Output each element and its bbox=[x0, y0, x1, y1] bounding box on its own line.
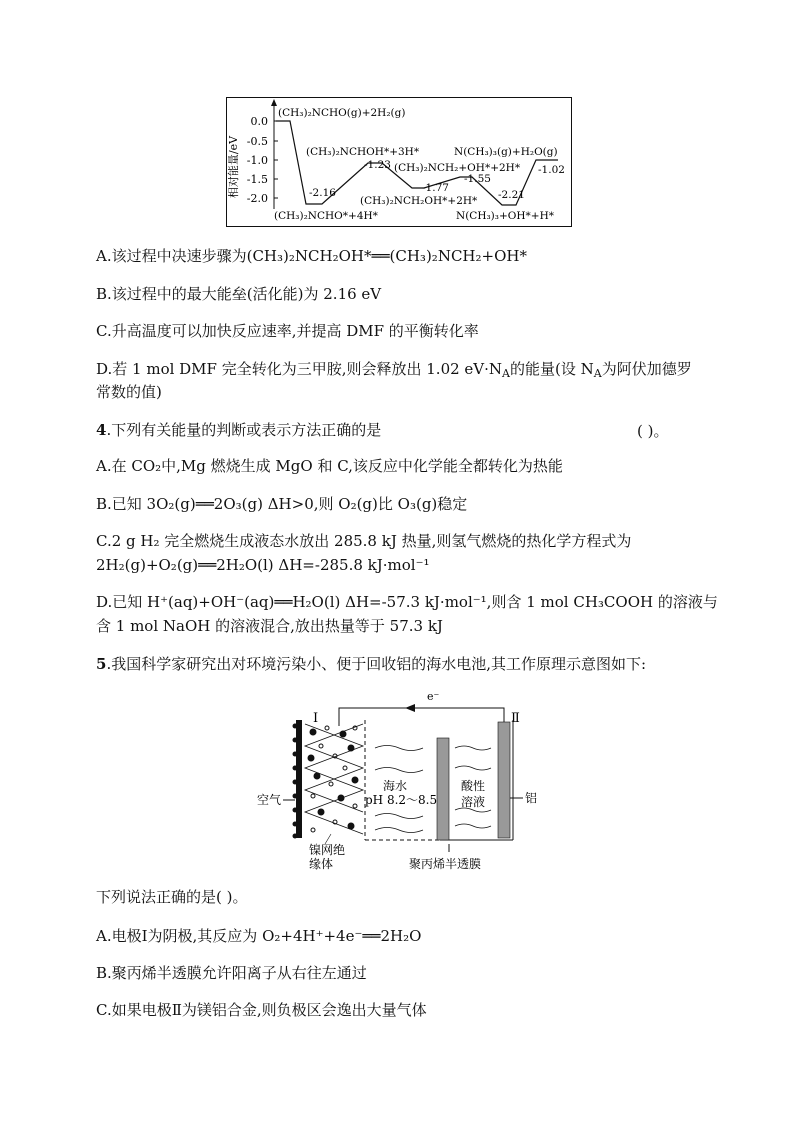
q3-option-d-line2: 常数的值) bbox=[96, 383, 162, 401]
q4-option-b: B.已知 3O₂(g)══2O₃(g) ΔH>0,则 O₂(g)比 O₃(g)稳定 bbox=[96, 495, 468, 513]
q3-d-part2: 的能量(设 N bbox=[509, 360, 594, 378]
ytick-2: -1.0 bbox=[246, 154, 268, 167]
q4-option-a: A.在 CO₂中,Mg 燃烧生成 MgO 和 C,该反应中化学能全都转化为热能 bbox=[96, 457, 563, 475]
state-label-4: (CH₃)₂NCH₂+OH*+2H* bbox=[394, 162, 521, 174]
q5-option-c: C.如果电极Ⅱ为镁铝合金,则负极区会逸出大量气体 bbox=[96, 1001, 427, 1019]
polypropylene-membrane bbox=[437, 738, 449, 840]
q5-stem bbox=[96, 654, 646, 674]
state-label-6: N(CH₃)₃(g)+H₂O(g) bbox=[454, 146, 558, 158]
q4-number: 4 bbox=[96, 421, 107, 439]
state-label-3: (CH₃)₂NCH₂OH*+2H* bbox=[360, 195, 478, 207]
q5-option-a: A.电极Ⅰ为阴极,其反应为 O₂+4H⁺+4e⁻══2H₂O bbox=[96, 927, 422, 945]
state-label-5: N(CH₃)₃+OH*+H* bbox=[456, 210, 555, 222]
value-label-6: -1.02 bbox=[538, 164, 565, 176]
electron-arrow bbox=[405, 704, 415, 712]
q4-stem bbox=[96, 420, 381, 440]
electron-label: e⁻ bbox=[427, 690, 440, 703]
y-axis-label: 相对能量/eV bbox=[227, 135, 240, 199]
acid-label-1: 酸性 bbox=[461, 779, 486, 793]
state-label-0: (CH₃)₂NCHO(g)+2H₂(g) bbox=[278, 107, 406, 119]
q3-d-sub2: A bbox=[593, 367, 602, 380]
value-label-2: -1.23 bbox=[364, 159, 391, 171]
seawater-label: 海水 bbox=[383, 779, 408, 793]
q4-option-c-line2: 2H₂(g)+O₂(g)══2H₂O(l) ΔH=-285.8 kJ·mol⁻¹ bbox=[96, 556, 430, 574]
ytick-0: 0.0 bbox=[250, 115, 268, 128]
q5-number: 5 bbox=[96, 655, 107, 673]
y-tick-labels bbox=[247, 115, 268, 205]
state-label-1: (CH₃)₂NCHO*+4H* bbox=[274, 210, 378, 222]
electrode-1-label: Ⅰ bbox=[313, 711, 319, 726]
state-label-2: (CH₃)₂NCHOH*+3H* bbox=[306, 146, 420, 158]
aluminum-electrode bbox=[498, 722, 510, 838]
q3-option-a: A.该过程中决速步骤为(CH₃)₂NCH₂OH*══(CH₃)₂NCH₂+OH* bbox=[96, 247, 527, 265]
ytick-3: -1.5 bbox=[246, 173, 268, 186]
value-label-5: -2.21 bbox=[498, 189, 525, 201]
ytick-1: -0.5 bbox=[246, 135, 268, 148]
q4-stem-text: .下列有关能量的判断或表示方法正确的是 bbox=[106, 421, 382, 439]
q5-option-b: B.聚丙烯半透膜允许阳离子从右往左通过 bbox=[96, 964, 367, 982]
seawater-battery-diagram bbox=[255, 684, 555, 874]
q3-option-d-line1 bbox=[96, 359, 692, 384]
value-label-3: -1.77 bbox=[422, 182, 449, 194]
air-label: 空气 bbox=[257, 793, 282, 807]
q3-d-sub1: A bbox=[502, 367, 510, 380]
electron-wire bbox=[339, 708, 504, 726]
membrane-label: 聚丙烯半透膜 bbox=[409, 857, 482, 871]
q5-prompt: 下列说法正确的是( )。 bbox=[96, 888, 248, 906]
value-label-1: -2.16 bbox=[309, 187, 336, 199]
acid-label-2: 溶液 bbox=[461, 795, 486, 809]
q4-option-c-line1: C.2 g H₂ 完全燃烧生成液态水放出 285.8 kJ 热量,则氢气燃烧的热化学方程式为 bbox=[96, 532, 632, 550]
q4-option-d-line2: 含 1 mol NaOH 的溶液混合,放出热量等于 57.3 kJ bbox=[96, 617, 443, 635]
q3-d-part3: 为阿伏加德罗 bbox=[601, 360, 692, 378]
value-label-4: -1.55 bbox=[464, 173, 491, 185]
q3-option-c: C.升高温度可以加快反应速率,并提高 DMF 的平衡转化率 bbox=[96, 322, 479, 340]
q4-answer-paren: ( )。 bbox=[637, 422, 669, 440]
q3-option-b: B.该过程中的最大能垒(活化能)为 2.16 eV bbox=[96, 285, 382, 303]
air-electrode-bar bbox=[296, 720, 302, 838]
aluminum-label: 铝 bbox=[525, 791, 538, 805]
q5-stem-text: .我国科学家研究出对环境污染小、便于回收铝的海水电池,其工作原理示意图如下: bbox=[106, 655, 647, 673]
y-axis-arrow bbox=[271, 99, 277, 106]
nickel-label-2: 缘体 bbox=[309, 857, 334, 871]
electrode-2-label: Ⅱ bbox=[511, 711, 520, 726]
ph-label: pH 8.2～8.5 bbox=[365, 793, 438, 807]
energy-profile-diagram bbox=[226, 97, 572, 227]
q4-option-d-line1: D.已知 H⁺(aq)+OH⁻(aq)══H₂O(l) ΔH=-57.3 kJ·mol⁻¹,则含 1 mol CH₃COOH 的溶液与 bbox=[96, 593, 718, 611]
q3-d-part1: D.若 1 mol DMF 完全转化为三甲胺,则会释放出 1.02 eV·N bbox=[96, 360, 503, 378]
ytick-4: -2.0 bbox=[246, 192, 268, 205]
nickel-label-1: 镍网绝 bbox=[309, 843, 346, 857]
